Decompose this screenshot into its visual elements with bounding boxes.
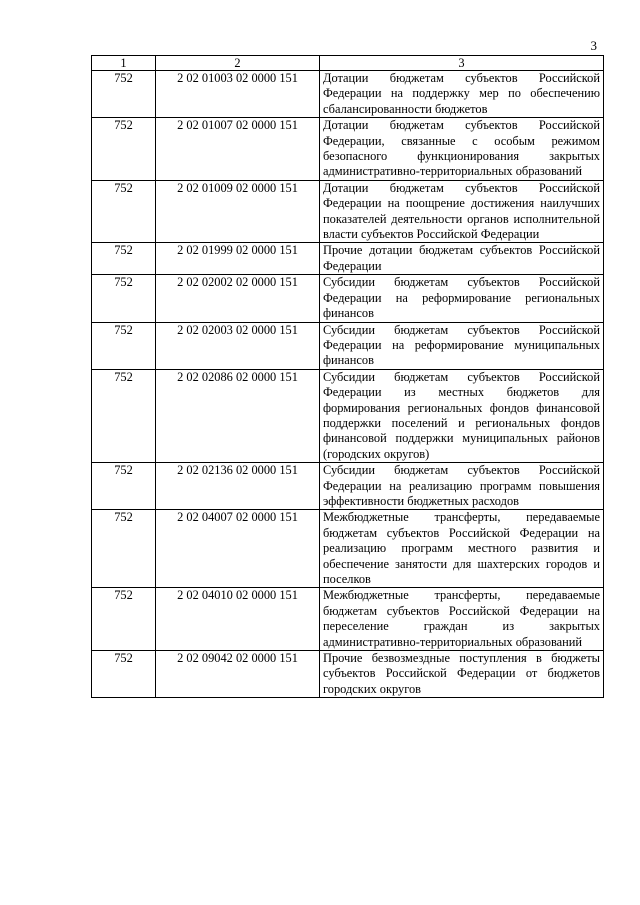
revenue-name-cell: Дотации бюджетам субъектов Российской Федерации, связанные с особым режимом безопасного функционирования закрытых административно-территориальных образований	[320, 118, 604, 181]
column-header-3: 3	[320, 56, 604, 71]
table-row	[92, 369, 604, 462]
table-row	[92, 275, 604, 322]
admin-code-cell: 752	[92, 118, 156, 181]
admin-code-cell: 752	[92, 510, 156, 588]
revenue-name-cell: Межбюджетные трансферты, передаваемые бюджетам субъектов Российской Федерации на реализацию программ местного развития и обеспечение занятости для шахтерских городов и поселков	[320, 510, 604, 588]
revenue-name-cell: Субсидии бюджетам субъектов Российской Федерации на реформирование муниципальных финансов	[320, 322, 604, 369]
revenue-name-cell: Субсидии бюджетам субъектов Российской Федерации из местных бюджетов для формирования региональных фондов финансовой поддержки поселений и региональных фондов финансовой поддержки муниципальных районов (городских округов)	[320, 369, 604, 462]
admin-code-cell: 752	[92, 463, 156, 510]
budget-code-cell: 2 02 01003 02 0000 151	[156, 71, 320, 118]
column-header-1: 1	[92, 56, 156, 71]
budget-code-cell: 2 02 04007 02 0000 151	[156, 510, 320, 588]
column-header-2: 2	[156, 56, 320, 71]
budget-code-cell: 2 02 01009 02 0000 151	[156, 180, 320, 243]
table-row	[92, 322, 604, 369]
table-row	[92, 71, 604, 118]
admin-code-cell: 752	[92, 369, 156, 462]
budget-code-cell: 2 02 01999 02 0000 151	[156, 243, 320, 275]
admin-code-cell: 752	[92, 651, 156, 698]
revenue-name-cell: Прочие дотации бюджетам субъектов Российской Федерации	[320, 243, 604, 275]
revenue-name-cell: Прочие безвозмездные поступления в бюджеты субъектов Российской Федерации от бюджетов городских округов	[320, 651, 604, 698]
admin-code-cell: 752	[92, 322, 156, 369]
page-number: 3	[590, 38, 597, 53]
table-row	[92, 243, 604, 275]
table-row	[92, 463, 604, 510]
admin-code-cell: 752	[92, 275, 156, 322]
admin-code-cell: 752	[92, 588, 156, 651]
table-header-row	[92, 56, 604, 71]
table-row	[92, 118, 604, 181]
budget-code-cell: 2 02 02002 02 0000 151	[156, 275, 320, 322]
revenue-name-cell: Межбюджетные трансферты, передаваемые бюджетам субъектов Российской Федерации на переселение граждан из закрытых административно-территориальных образований	[320, 588, 604, 651]
table-row	[92, 510, 604, 588]
budget-revenue-table	[91, 55, 604, 698]
table-row	[92, 588, 604, 651]
budget-code-cell: 2 02 01007 02 0000 151	[156, 118, 320, 181]
budget-code-cell: 2 02 02086 02 0000 151	[156, 369, 320, 462]
table-row	[92, 651, 604, 698]
admin-code-cell: 752	[92, 71, 156, 118]
budget-code-cell: 2 02 04010 02 0000 151	[156, 588, 320, 651]
budget-code-cell: 2 02 02003 02 0000 151	[156, 322, 320, 369]
admin-code-cell: 752	[92, 243, 156, 275]
revenue-name-cell: Субсидии бюджетам субъектов Российской Федерации на реализацию программ повышения эффективности бюджетных расходов	[320, 463, 604, 510]
budget-code-cell: 2 02 02136 02 0000 151	[156, 463, 320, 510]
revenue-name-cell: Дотации бюджетам субъектов Российской Федерации на поддержку мер по обеспечению сбалансированности бюджетов	[320, 71, 604, 118]
revenue-name-cell: Дотации бюджетам субъектов Российской Федерации на поощрение достижения наилучших показателей деятельности органов исполнительной власти субъектов Российской Федерации	[320, 180, 604, 243]
table-row	[92, 180, 604, 243]
revenue-name-cell: Субсидии бюджетам субъектов Российской Федерации на реформирование региональных финансов	[320, 275, 604, 322]
budget-code-cell: 2 02 09042 02 0000 151	[156, 651, 320, 698]
admin-code-cell: 752	[92, 180, 156, 243]
